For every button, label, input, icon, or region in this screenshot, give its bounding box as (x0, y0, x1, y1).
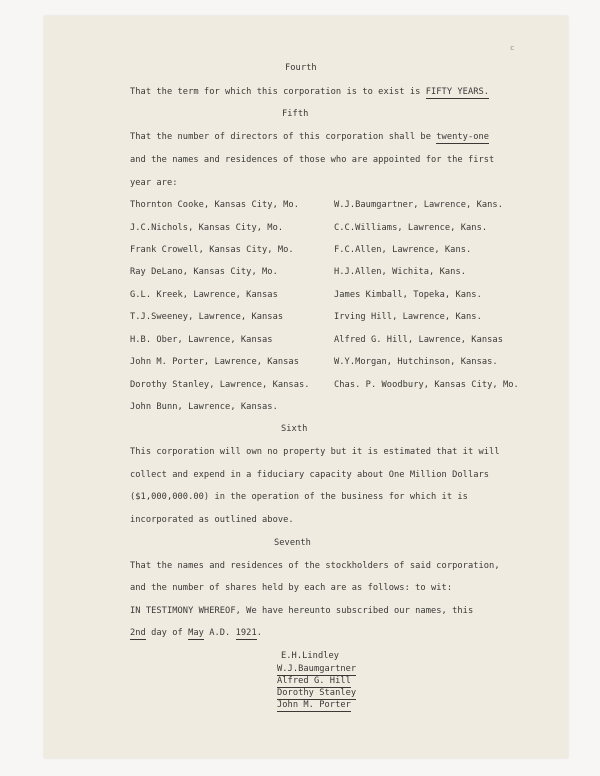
date-text-2: A.D. (203, 628, 236, 638)
sixth-line-1: This corporation will own no property but it is estimated that it will (130, 447, 500, 457)
director-left: Dorothy Stanley, Lawrence, Kansas. (130, 380, 310, 390)
seventh-line-3: IN TESTIMONY WHEREOF, We have hereunto subscribed our names, this (130, 606, 474, 616)
fourth-paragraph (130, 88, 489, 97)
signature (277, 677, 351, 686)
sixth-line-2: collect and expend in a fiduciary capacity about One Million Dollars (130, 470, 490, 480)
signature (277, 689, 356, 698)
seventh-line-1: That the names and residences of the stockholders of said corporation, (130, 561, 500, 571)
signature-name: W.J.Baumgartner (277, 664, 357, 674)
director-left: Frank Crowell, Kansas City, Mo. (130, 245, 294, 255)
director-right: W.J.Baumgartner, Lawrence, Kans. (334, 200, 503, 210)
director-right: Irving Hill, Lawrence, Kans. (334, 312, 482, 322)
fourth-text: That the term for which this corporation is to exist is (130, 87, 426, 97)
director-left: Ray DeLano, Kansas City, Mo. (130, 267, 278, 277)
date-month: May (188, 628, 204, 638)
director-right: H.J.Allen, Wichita, Kans. (334, 267, 467, 277)
director-left: H.B. Ober, Lawrence, Kansas (130, 335, 273, 345)
corner-mark: c (510, 44, 515, 52)
fifth-line-2: and the names and residences of those who are appointed for the first (130, 155, 495, 165)
director-left: Thornton Cooke, Kansas City, Mo. (130, 200, 299, 210)
fifth-line-3: year are: (130, 178, 178, 188)
heading-fifth: Fifth (282, 109, 309, 119)
date-text-3: . (256, 628, 263, 638)
director-left: J.C.Nichols, Kansas City, Mo. (130, 223, 284, 233)
date-day: 2nd (130, 628, 146, 638)
signature (277, 665, 356, 674)
sixth-line-4: incorporated as outlined above. (130, 515, 294, 525)
heading-seventh: Seventh (274, 538, 311, 548)
sixth-line-3: ($1,000,000.00) in the operation of the business for which it is (130, 492, 468, 502)
heading-fourth: Fourth (285, 63, 317, 73)
director-right: C.C.Williams, Lawrence, Kans. (334, 223, 488, 233)
signature (277, 701, 351, 710)
director-right: F.C.Allen, Lawrence, Kans. (334, 245, 472, 255)
director-left: John M. Porter, Lawrence, Kansas (130, 357, 299, 367)
director-left: John Bunn, Lawrence, Kansas. (130, 402, 278, 412)
director-right: Alfred G. Hill, Lawrence, Kansas (334, 335, 503, 345)
director-right: Chas. P. Woodbury, Kansas City, Mo. (334, 380, 519, 390)
director-right: W.Y.Morgan, Hutchinson, Kansas. (334, 357, 498, 367)
director-left: T.J.Sweeney, Lawrence, Kansas (130, 312, 284, 322)
director-left: G.L. Kreek, Lawrence, Kansas (130, 290, 278, 300)
signature: E.H.Lindley (281, 651, 340, 661)
date-text-1: day of (145, 628, 189, 638)
seventh-line-2: and the number of shares held by each are as follows: to wit: (130, 583, 453, 593)
fifth-line-1 (130, 133, 489, 142)
director-count: twenty-one (436, 132, 490, 142)
signature-name: Dorothy Stanley (277, 688, 357, 698)
signature-name: Alfred G. Hill (277, 676, 351, 686)
date-line (130, 629, 262, 638)
term-value: FIFTY YEARS. (425, 87, 490, 97)
fifth-text: That the number of directors of this corporation shall be (130, 132, 437, 142)
director-right: James Kimball, Topeka, Kans. (334, 290, 482, 300)
heading-sixth: Sixth (281, 424, 308, 434)
date-year: 1921 (235, 628, 257, 638)
signature-name: John M. Porter (277, 700, 351, 710)
